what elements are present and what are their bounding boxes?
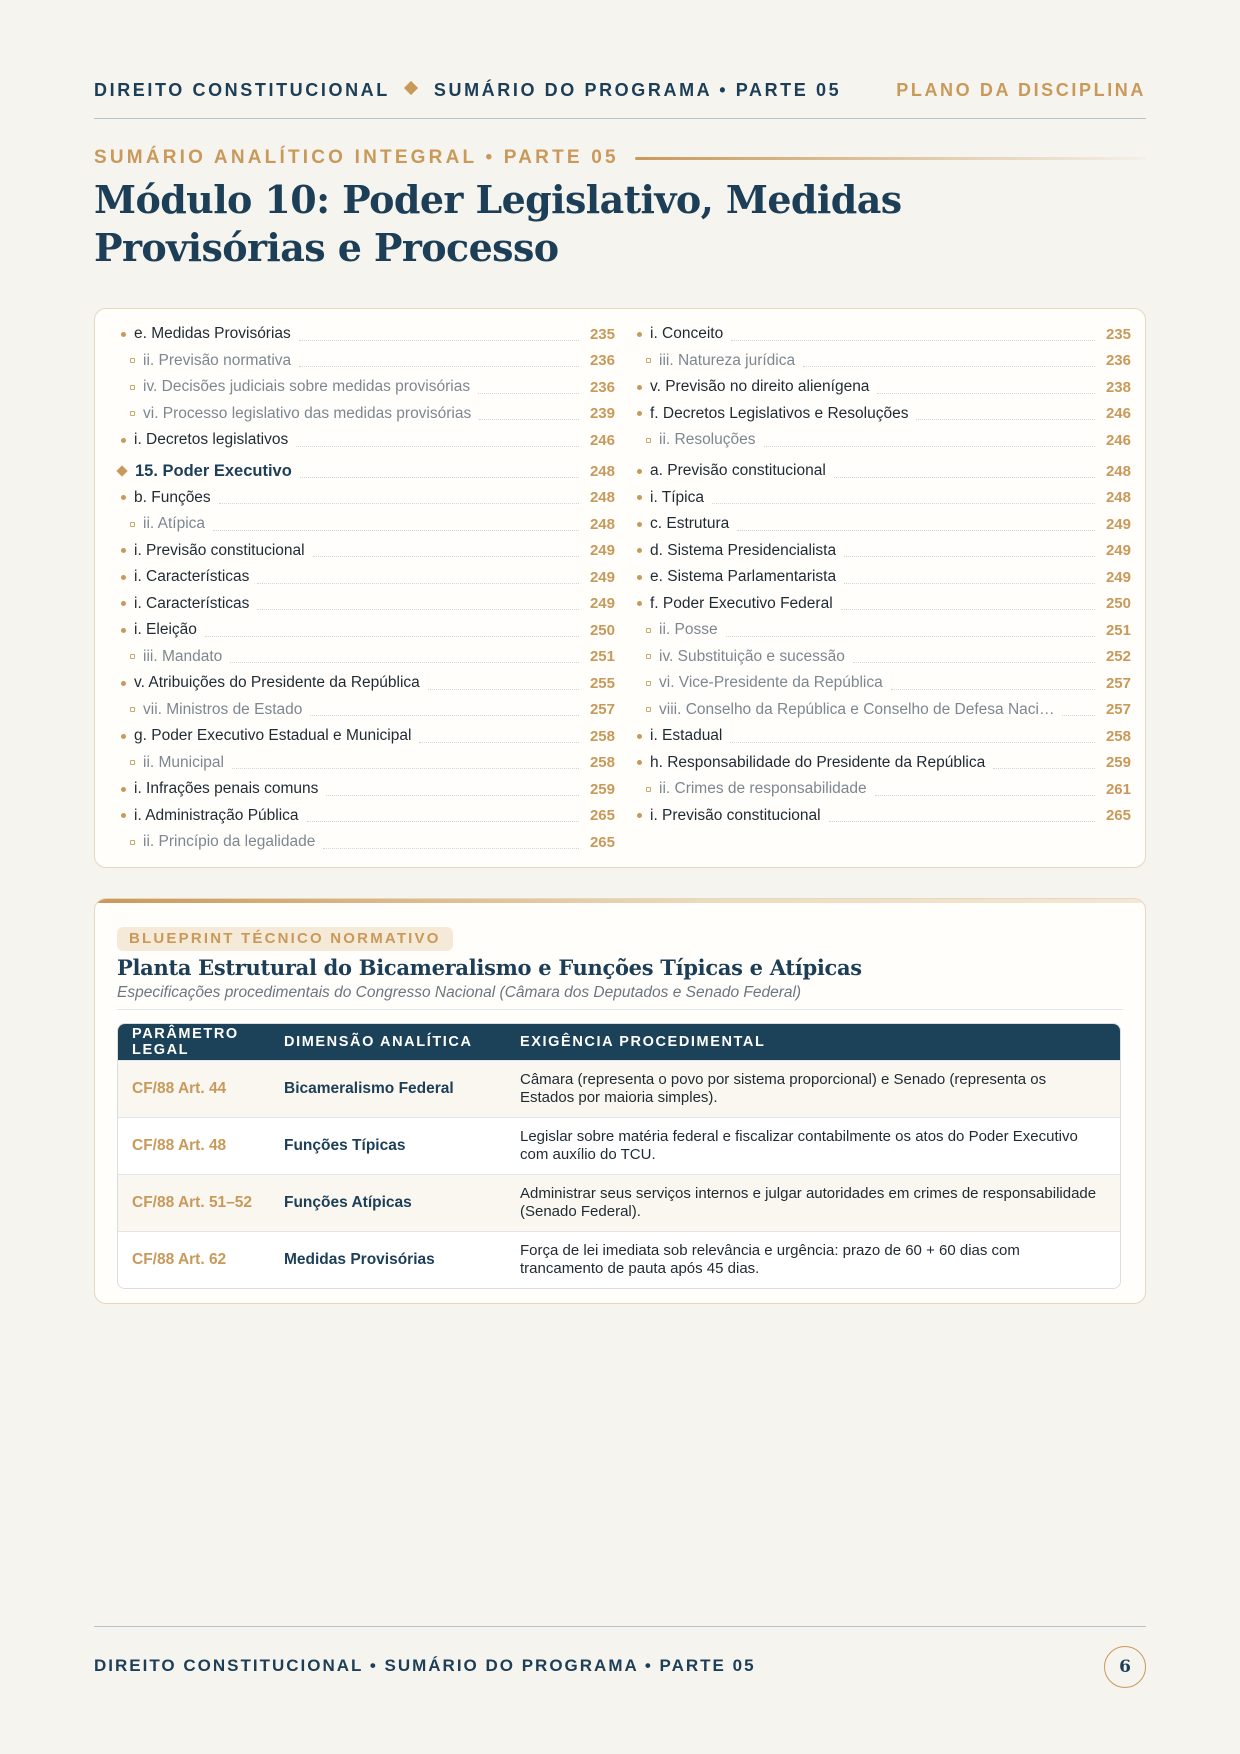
bullet-icon (637, 411, 642, 416)
dot-leader (257, 609, 579, 610)
toc-entry[interactable] (121, 564, 615, 591)
toc-entry-page: 249 (1105, 568, 1131, 586)
toc-entry-label: vii. Ministros de Estado (143, 700, 303, 718)
dot-leader (307, 821, 579, 822)
column-header-dimension: DIMENSÃO ANALÍTICA (284, 1034, 473, 1050)
blueprint-subtitle: Especificações procedimentais do Congresso Nacional (Câmara dos Deputados e Senado Federal) (117, 984, 802, 1001)
blueprint-tag: BLUEPRINT TÉCNICO NORMATIVO (117, 927, 453, 951)
blueprint-card (94, 898, 1146, 1304)
toc-entry-label: v. Atribuições do Presidente da República (134, 674, 420, 692)
toc-entry[interactable] (121, 401, 615, 428)
dot-leader (844, 583, 1095, 584)
toc-entry-label: ii. Posse (659, 621, 718, 639)
bullet-icon (646, 707, 651, 712)
dot-leader (853, 662, 1095, 663)
dot-leader (479, 419, 579, 420)
dot-leader (232, 768, 579, 769)
toc-entry[interactable] (121, 829, 615, 856)
toc-entry-page: 238 (1105, 378, 1131, 396)
bullet-icon (121, 681, 126, 686)
toc-entry-label: vi. Vice-Presidente da República (659, 674, 883, 692)
toc-entry-page: 258 (1105, 727, 1131, 745)
toc-entry[interactable] (121, 427, 615, 454)
toc-entry[interactable] (121, 321, 615, 348)
dot-leader (844, 556, 1095, 557)
toc-entry-label: vi. Processo legislativo das medidas provisórias (143, 404, 472, 422)
toc-entry-page: 258 (589, 754, 615, 772)
toc-entry[interactable] (637, 644, 1131, 671)
dot-leader (219, 503, 579, 504)
toc-entry-page: 251 (1105, 621, 1131, 639)
dot-leader (213, 530, 579, 531)
dot-leader (299, 340, 579, 341)
toc-entry-page: 251 (589, 648, 615, 666)
toc-entry-label: i. Estadual (650, 727, 723, 745)
toc-entry-label: f. Decretos Legislativos e Resoluções (650, 404, 909, 422)
cell-dimension: Funções Atípicas (284, 1194, 412, 1211)
dot-leader (323, 848, 579, 849)
toc-entry[interactable] (637, 803, 1131, 830)
dot-leader (300, 477, 579, 478)
toc-entry-page: 259 (1105, 754, 1131, 772)
bullet-icon (637, 760, 642, 765)
page-number: 6 (1104, 1646, 1146, 1688)
dot-leader (829, 821, 1095, 822)
toc-entry[interactable] (121, 750, 615, 777)
toc-left-column (121, 321, 615, 856)
toc-entry[interactable] (637, 401, 1131, 428)
toc-entry-page: 248 (1105, 462, 1131, 480)
diamond-bullet-icon (116, 465, 127, 476)
toc-entry[interactable] (121, 644, 615, 671)
toc-entry-page: 265 (589, 807, 615, 825)
toc-entry[interactable] (121, 485, 615, 512)
toc-entry-label: d. Sistema Presidencialista (650, 541, 837, 559)
toc-entry[interactable] (637, 564, 1131, 591)
dot-leader (478, 393, 579, 394)
bullet-icon (130, 522, 135, 527)
dot-leader (310, 715, 579, 716)
toc-entry[interactable] (637, 750, 1131, 777)
bullet-icon (646, 358, 651, 363)
toc-entry-page: 259 (589, 780, 615, 798)
table-row (118, 1231, 1120, 1288)
toc-entry[interactable] (121, 591, 615, 618)
toc-entry[interactable] (637, 617, 1131, 644)
dot-leader (313, 556, 579, 557)
toc-entry-label: ii. Princípio da legalidade (143, 833, 316, 851)
column-header-requirement: EXIGÊNCIA PROCEDIMENTAL (520, 1034, 766, 1050)
card-accent-bar (95, 899, 1145, 903)
toc-entry[interactable] (121, 670, 615, 697)
toc-entry-page: 249 (1105, 542, 1131, 560)
dot-leader (326, 795, 579, 796)
table-header (118, 1024, 1120, 1060)
toc-entry[interactable] (637, 511, 1131, 538)
toc-entry[interactable] (637, 776, 1131, 803)
toc-entry[interactable] (121, 723, 615, 750)
toc-entry-label: a. Previsão constitucional (650, 462, 826, 479)
dot-leader (834, 477, 1095, 478)
bullet-icon (646, 628, 651, 633)
bullet-icon (637, 575, 642, 580)
bullet-icon (637, 548, 642, 553)
toc-entry-page: 249 (589, 542, 615, 560)
bullet-icon (121, 628, 126, 633)
toc-entry[interactable] (637, 697, 1131, 724)
toc-entry-label: e. Sistema Parlamentarista (650, 568, 837, 586)
dot-leader (419, 742, 579, 743)
cell-dimension: Funções Típicas (284, 1137, 406, 1154)
bullet-icon (121, 734, 126, 739)
toc-entry-label: h. Responsabilidade do Presidente da República (650, 753, 986, 771)
toc-entry[interactable] (637, 374, 1131, 401)
bullet-icon (130, 411, 135, 416)
toc-entry-page: 265 (1105, 807, 1131, 825)
bullet-icon (121, 575, 126, 580)
toc-entry-page: 248 (1105, 489, 1131, 507)
bullet-icon (637, 385, 642, 390)
toc-entry-page: 257 (589, 701, 615, 719)
bullet-icon (130, 358, 135, 363)
cell-requirement: Administrar seus serviços internos e julgar autoridades em crimes de responsabilidade (Senado Federal). (520, 1184, 1097, 1220)
toc-entry-label: ii. Municipal (143, 753, 224, 771)
footer-divider (94, 1626, 1146, 1627)
bullet-icon (130, 840, 135, 845)
bullet-icon (646, 681, 651, 686)
bullet-icon (646, 438, 651, 443)
toc-entry-label: b. Funções (134, 488, 211, 506)
toc-entry-label: ii. Crimes de responsabilidade (659, 780, 867, 798)
blueprint-table (117, 1023, 1121, 1289)
table-body (118, 1060, 1120, 1288)
toc-entry[interactable] (121, 697, 615, 724)
dot-leader (730, 742, 1095, 743)
toc-entry-label: v. Previsão no direito alienígena (650, 378, 870, 396)
dot-leader (296, 446, 579, 447)
toc-entry-label: iv. Decisões judiciais sobre medidas provisórias (143, 378, 471, 396)
kicker-row (94, 146, 1146, 170)
toc-entry[interactable] (637, 723, 1131, 750)
toc-entry-page: 250 (589, 621, 615, 639)
toc-entry-label: i. Eleição (134, 621, 197, 639)
toc-entry-page: 249 (589, 595, 615, 613)
bullet-icon (121, 495, 126, 500)
bullet-icon (121, 332, 126, 337)
toc-entry[interactable] (637, 427, 1131, 454)
dot-leader (731, 340, 1095, 341)
dot-leader (299, 366, 579, 367)
toc-entry-page: 239 (589, 405, 615, 423)
toc-entry-page: 265 (589, 833, 615, 851)
bullet-icon (637, 332, 642, 337)
cell-requirement: Força de lei imediata sob relevância e urgência: prazo de 60 + 60 dias com trancamento de pauta após 45 dias. (520, 1241, 1020, 1277)
dot-leader (726, 636, 1095, 637)
toc-entry[interactable] (121, 776, 615, 803)
dot-leader (877, 393, 1095, 394)
bullet-icon (130, 654, 135, 659)
dot-leader (737, 530, 1095, 531)
toc-entry[interactable] (637, 670, 1131, 697)
blueprint-divider (117, 1009, 1123, 1010)
toc-entry-label: iii. Mandato (143, 647, 223, 665)
dot-leader (993, 768, 1095, 769)
toc-entry-page: 261 (1105, 780, 1131, 798)
bullet-icon (121, 813, 126, 818)
toc-entry-page: 248 (589, 489, 615, 507)
page (94, 0, 1146, 1754)
toc-entry-page: 252 (1105, 648, 1131, 666)
dot-leader (257, 583, 579, 584)
toc-entry-page: 236 (589, 378, 615, 396)
toc-entry-page: 235 (1105, 325, 1131, 343)
dot-leader (205, 636, 579, 637)
bullet-icon (121, 601, 126, 606)
toc-entry-page: 250 (1105, 595, 1131, 613)
toc-entry-label: viii. Conselho da República e Conselho de Defesa Naci… (659, 700, 1055, 718)
toc-entry[interactable] (121, 374, 615, 401)
toc-entry-label: ii. Atípica (143, 515, 206, 533)
toc-entry-label: ii. Resoluções (659, 431, 756, 449)
toc-entry-page: 249 (589, 568, 615, 586)
kicker-rule (635, 157, 1146, 160)
bullet-icon (130, 707, 135, 712)
bullet-icon (637, 522, 642, 527)
bullet-icon (121, 438, 126, 443)
toc-entry-label: i. Previsão constitucional (650, 806, 821, 824)
toc-entry-label: i. Características (134, 594, 250, 612)
blueprint-title: Planta Estrutural do Bicameralismo e Funções Típicas e Atípicas (117, 955, 862, 980)
toc-entry-label: i. Infrações penais comuns (134, 780, 319, 798)
toc-entry[interactable] (121, 511, 615, 538)
cell-param: CF/88 Art. 51–52 (132, 1194, 253, 1211)
bullet-icon (646, 787, 651, 792)
dot-leader (803, 366, 1095, 367)
column-header-param: PARÂMETRO LEGAL (132, 1026, 239, 1058)
toc-entry-label: 15. Poder Executivo (135, 461, 292, 480)
toc-entry[interactable] (121, 803, 615, 830)
toc-entry-label: i. Conceito (650, 325, 724, 343)
toc-entry[interactable] (637, 538, 1131, 565)
table-of-contents (94, 308, 1146, 868)
dot-leader (230, 662, 579, 663)
toc-entry-label: i. Previsão constitucional (134, 541, 305, 559)
header-plan: PLANO DA DISCIPLINA (896, 79, 1146, 100)
toc-entry-label: i. Características (134, 568, 250, 586)
toc-entry-label: i. Administração Pública (134, 806, 299, 824)
page-title: Módulo 10: Poder Legislativo, Medidas Provisórias e Processo (94, 177, 902, 270)
cell-param: CF/88 Art. 44 (132, 1080, 227, 1097)
toc-entry-label: i. Decretos legislativos (134, 431, 289, 449)
header-part: SUMÁRIO DO PROGRAMA • PARTE 05 (433, 79, 842, 100)
toc-entry-page: 246 (589, 431, 615, 449)
toc-entry-page: 246 (1105, 405, 1131, 423)
diamond-icon (404, 81, 418, 95)
toc-entry[interactable] (121, 617, 615, 644)
bullet-icon (121, 787, 126, 792)
dot-leader (1062, 715, 1095, 716)
toc-entry[interactable] (637, 591, 1131, 618)
toc-entry-label: iii. Natureza jurídica (659, 351, 796, 369)
toc-entry-label: g. Poder Executivo Estadual e Municipal (134, 727, 412, 745)
dot-leader (891, 689, 1095, 690)
cell-requirement: Legislar sobre matéria federal e fiscalizar contabilmente os atos do Poder Executivo com auxílio do TCU. (520, 1127, 1078, 1163)
toc-entry-page: 235 (589, 325, 615, 343)
bullet-icon (637, 469, 642, 474)
toc-entry[interactable] (121, 458, 615, 485)
bullet-icon (646, 654, 651, 659)
bullet-icon (637, 495, 642, 500)
toc-entry-label: c. Estrutura (650, 515, 730, 533)
bullet-icon (121, 548, 126, 553)
bullet-icon (637, 734, 642, 739)
toc-entry-page: 257 (1105, 674, 1131, 692)
toc-entry[interactable] (637, 321, 1131, 348)
dot-leader (428, 689, 579, 690)
cell-param: CF/88 Art. 48 (132, 1137, 227, 1154)
cell-param: CF/88 Art. 62 (132, 1251, 227, 1268)
running-header (94, 78, 1146, 102)
toc-entry-label: ii. Previsão normativa (143, 351, 292, 369)
header-divider (94, 118, 1146, 119)
toc-entry[interactable] (637, 458, 1131, 485)
toc-entry-page: 248 (589, 515, 615, 533)
toc-entry[interactable] (637, 485, 1131, 512)
cell-dimension: Bicameralismo Federal (284, 1080, 454, 1097)
dot-leader (841, 609, 1095, 610)
toc-entry-page: 236 (589, 352, 615, 370)
toc-entry-page: 236 (1105, 352, 1131, 370)
toc-entry-page: 249 (1105, 515, 1131, 533)
cell-requirement: Câmara (representa o povo por sistema proporcional) e Senado (representa os Estados por maioria simples). (520, 1070, 1047, 1106)
bullet-icon (130, 385, 135, 390)
toc-entry-label: iv. Substituição e sucessão (659, 647, 845, 665)
toc-right-column (637, 321, 1131, 829)
dot-leader (916, 419, 1095, 420)
bullet-icon (130, 760, 135, 765)
bullet-icon (637, 601, 642, 606)
dot-leader (764, 446, 1096, 447)
toc-entry-label: i. Típica (650, 488, 704, 506)
toc-entry[interactable] (121, 538, 615, 565)
toc-entry-label: f. Poder Executivo Federal (650, 594, 833, 612)
toc-entry-page: 255 (589, 674, 615, 692)
table-row (118, 1060, 1120, 1117)
toc-entry-page: 257 (1105, 701, 1131, 719)
cell-dimension: Medidas Provisórias (284, 1251, 435, 1268)
toc-entry-page: 248 (589, 462, 615, 480)
table-row (118, 1174, 1120, 1231)
toc-entry-page: 246 (1105, 431, 1131, 449)
dot-leader (875, 795, 1095, 796)
toc-entry-label: e. Medidas Provisórias (134, 325, 291, 343)
section-kicker: SUMÁRIO ANALÍTICO INTEGRAL • PARTE 05 (94, 147, 619, 168)
running-footer: DIREITO CONSTITUCIONAL • SUMÁRIO DO PROGRAMA • PARTE 05 (94, 1656, 756, 1675)
dot-leader (712, 503, 1095, 504)
toc-entry[interactable] (637, 348, 1131, 375)
header-course: DIREITO CONSTITUCIONAL (94, 79, 390, 100)
bullet-icon (637, 813, 642, 818)
toc-entry-page: 258 (589, 727, 615, 745)
table-row (118, 1117, 1120, 1174)
toc-entry[interactable] (121, 348, 615, 375)
